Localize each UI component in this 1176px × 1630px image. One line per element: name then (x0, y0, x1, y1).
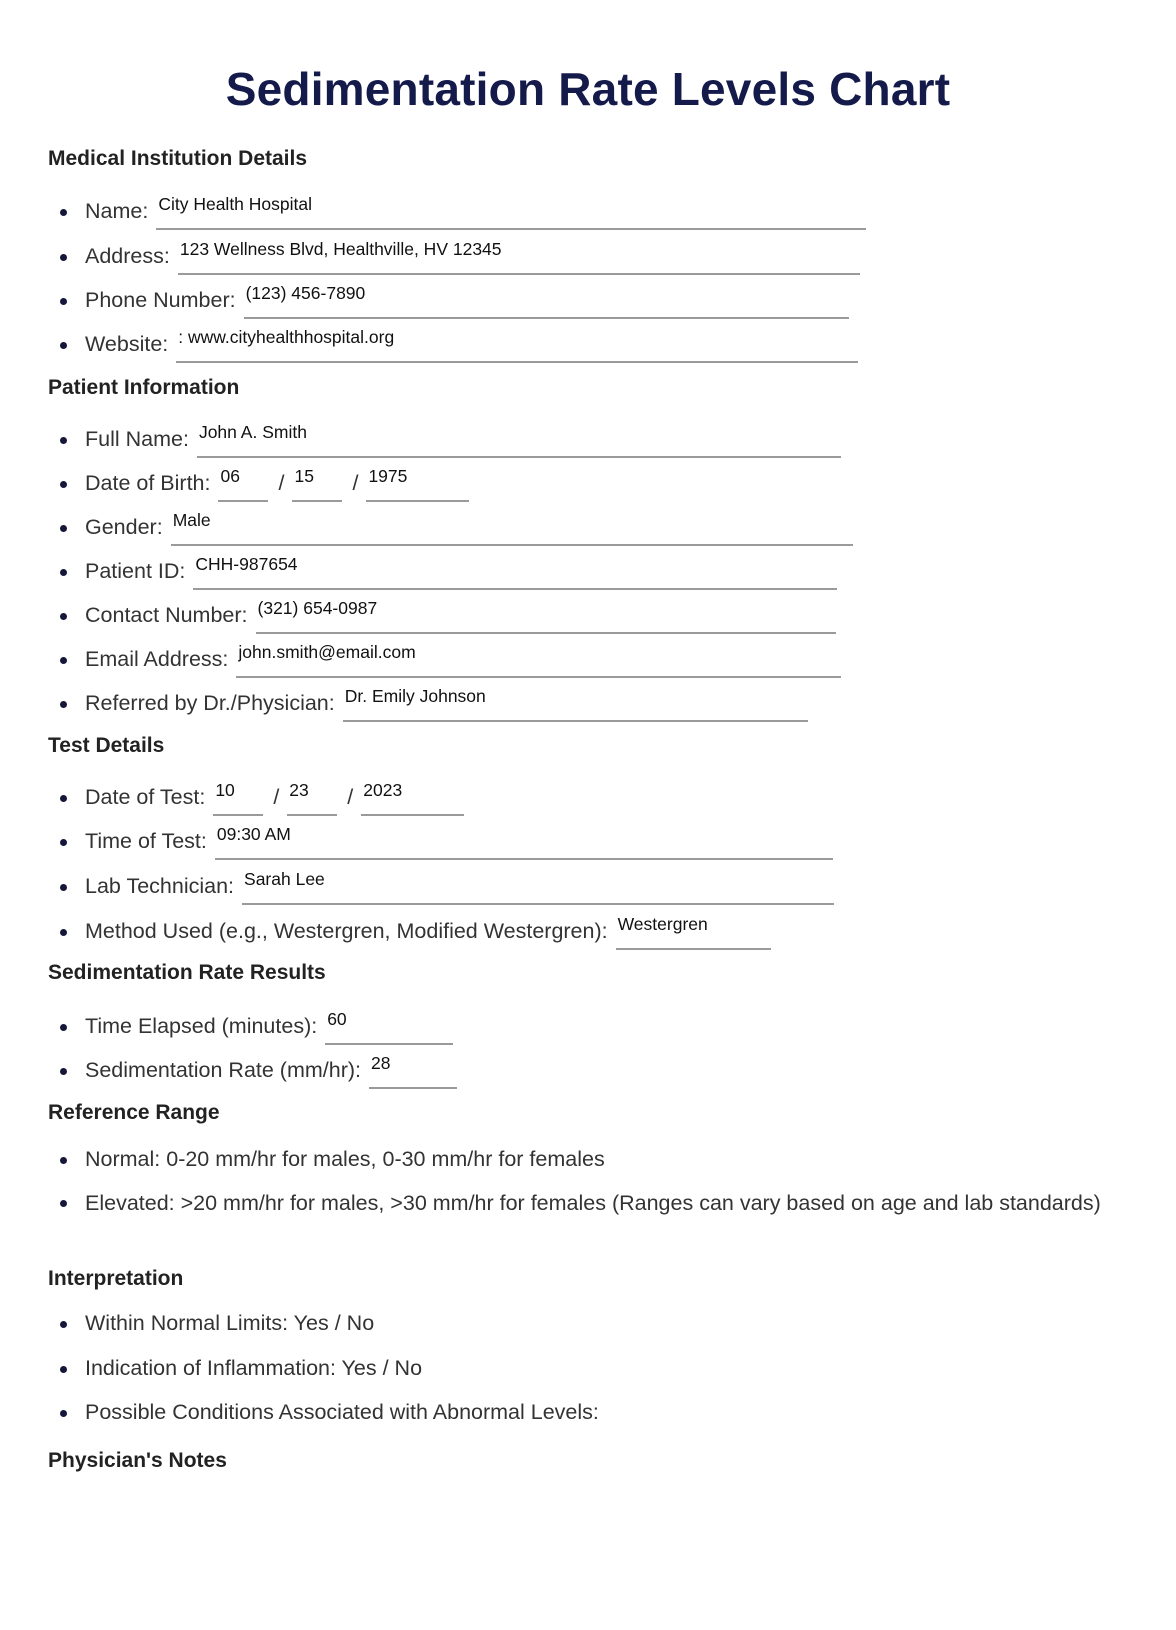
patient-email-field[interactable]: john.smith@email.com (236, 646, 841, 678)
test-method-row (60, 912, 771, 944)
institution-address-row (60, 237, 860, 269)
patient-gender-row (60, 508, 853, 540)
field-label: Website: (85, 332, 169, 356)
institution-phone-field[interactable]: (123) 456-7890 (244, 287, 849, 319)
institution-name-row (60, 192, 866, 224)
field-label: Lab Technician: (85, 874, 235, 898)
page-title: Sedimentation Rate Levels Chart (225, 63, 951, 115)
institution-name-field[interactable]: City Health Hospital (156, 198, 866, 230)
bullet-icon (60, 1366, 67, 1373)
interpretation-inflammation-text: Indication of Inflammation: Yes / No (85, 1356, 423, 1380)
bullet-icon (60, 1200, 67, 1207)
bullet-icon (60, 657, 67, 664)
results-rate-field[interactable]: 28 (369, 1057, 457, 1089)
test-method-field[interactable]: Westergren (616, 918, 771, 950)
bullet-icon (60, 209, 67, 216)
test-day-field[interactable]: 23 (287, 784, 337, 816)
date-separator: / (352, 471, 359, 495)
interpretation-conditions-row (60, 1400, 599, 1425)
bullet-icon (60, 1157, 67, 1164)
field-label: Contact Number: (85, 603, 248, 627)
field-label: Date of Birth: (85, 471, 211, 495)
institution-address-field[interactable]: 123 Wellness Blvd, Healthville, HV 12345 (178, 243, 860, 275)
patient-email-row (60, 640, 841, 672)
institution-phone-row (60, 281, 849, 313)
bullet-icon (60, 1068, 67, 1075)
bullet-icon (60, 1410, 67, 1417)
section-heading-patient: Patient Information (48, 376, 240, 399)
test-month-field[interactable]: 10 (213, 784, 263, 816)
patient-id-field[interactable]: CHH-987654 (193, 558, 837, 590)
patient-full-name-field[interactable]: John A. Smith (197, 426, 841, 458)
section-heading-interpretation: Interpretation (48, 1267, 184, 1290)
bullet-icon (60, 929, 67, 936)
bullet-icon (60, 437, 67, 444)
bullet-icon (60, 613, 67, 620)
patient-contact-row (60, 596, 836, 628)
field-label: Time of Test: (85, 829, 207, 853)
results-rate-row (60, 1051, 457, 1083)
patient-referred-field[interactable]: Dr. Emily Johnson (343, 690, 808, 722)
date-separator: / (347, 785, 354, 809)
reference-elevated-text: Elevated: >20 mm/hr for males, >30 mm/hr for females (Ranges can vary based on age and lab standards) (85, 1191, 1101, 1215)
field-label: Name: (85, 199, 149, 223)
test-technician-row (60, 867, 834, 899)
patient-referred-row (60, 684, 808, 716)
bullet-icon (60, 1321, 67, 1328)
interpretation-inflammation-row (60, 1356, 422, 1381)
field-label: Time Elapsed (minutes): (85, 1014, 318, 1038)
reference-normal-row (60, 1147, 605, 1172)
institution-website-row (60, 325, 858, 357)
patient-id-row (60, 552, 837, 584)
bullet-icon (60, 701, 67, 708)
field-label: Date of Test: (85, 785, 206, 809)
section-heading-test: Test Details (48, 734, 165, 757)
bullet-icon (60, 298, 67, 305)
patient-contact-field[interactable]: (321) 654-0987 (256, 602, 836, 634)
interpretation-conditions-text: Possible Conditions Associated with Abnormal Levels: (85, 1400, 599, 1424)
results-elapsed-field[interactable]: 60 (325, 1013, 453, 1045)
section-heading-notes: Physician's Notes (48, 1449, 227, 1472)
date-separator: / (273, 785, 280, 809)
reference-elevated-row (60, 1190, 1105, 1216)
bullet-icon (60, 254, 67, 261)
field-label: Address: (85, 244, 170, 268)
bullet-icon (60, 1024, 67, 1031)
bullet-icon (60, 481, 67, 488)
field-label: Gender: (85, 515, 163, 539)
field-label: Patient ID: (85, 559, 186, 583)
section-heading-reference: Reference Range (48, 1101, 220, 1124)
dob-day-field[interactable]: 15 (292, 470, 342, 502)
bullet-icon (60, 839, 67, 846)
patient-full-name-row (60, 420, 841, 452)
results-elapsed-row (60, 1007, 453, 1039)
bullet-icon (60, 342, 67, 349)
field-label: Phone Number: (85, 288, 236, 312)
section-heading-results: Sedimentation Rate Results (48, 961, 326, 984)
bullet-icon (60, 569, 67, 576)
field-label: Method Used (e.g., Westergren, Modified Westergren): (85, 919, 608, 943)
field-label: Full Name: (85, 427, 189, 451)
dob-year-field[interactable]: 1975 (366, 470, 469, 502)
dob-month-field[interactable]: 06 (218, 470, 268, 502)
interpretation-normal-limits-row (60, 1311, 374, 1336)
bullet-icon (60, 525, 67, 532)
patient-gender-field[interactable]: Male (171, 514, 853, 546)
patient-dob-row (60, 464, 469, 496)
test-time-row (60, 822, 833, 854)
test-time-field[interactable]: 09:30 AM (215, 828, 833, 860)
test-technician-field[interactable]: Sarah Lee (242, 873, 834, 905)
date-separator: / (278, 471, 285, 495)
reference-normal-text: Normal: 0-20 mm/hr for males, 0-30 mm/hr for females (85, 1147, 605, 1171)
test-date-row (60, 778, 464, 810)
field-label: Email Address: (85, 647, 229, 671)
institution-website-field[interactable]: : www.cityhealthhospital.org (176, 331, 858, 363)
field-label: Sedimentation Rate (mm/hr): (85, 1058, 362, 1082)
section-heading-institution: Medical Institution Details (48, 147, 308, 170)
test-year-field[interactable]: 2023 (361, 784, 464, 816)
interpretation-normal-limits-text: Within Normal Limits: Yes / No (85, 1311, 375, 1335)
bullet-icon (60, 884, 67, 891)
field-label: Referred by Dr./Physician: (85, 691, 335, 715)
bullet-icon (60, 795, 67, 802)
